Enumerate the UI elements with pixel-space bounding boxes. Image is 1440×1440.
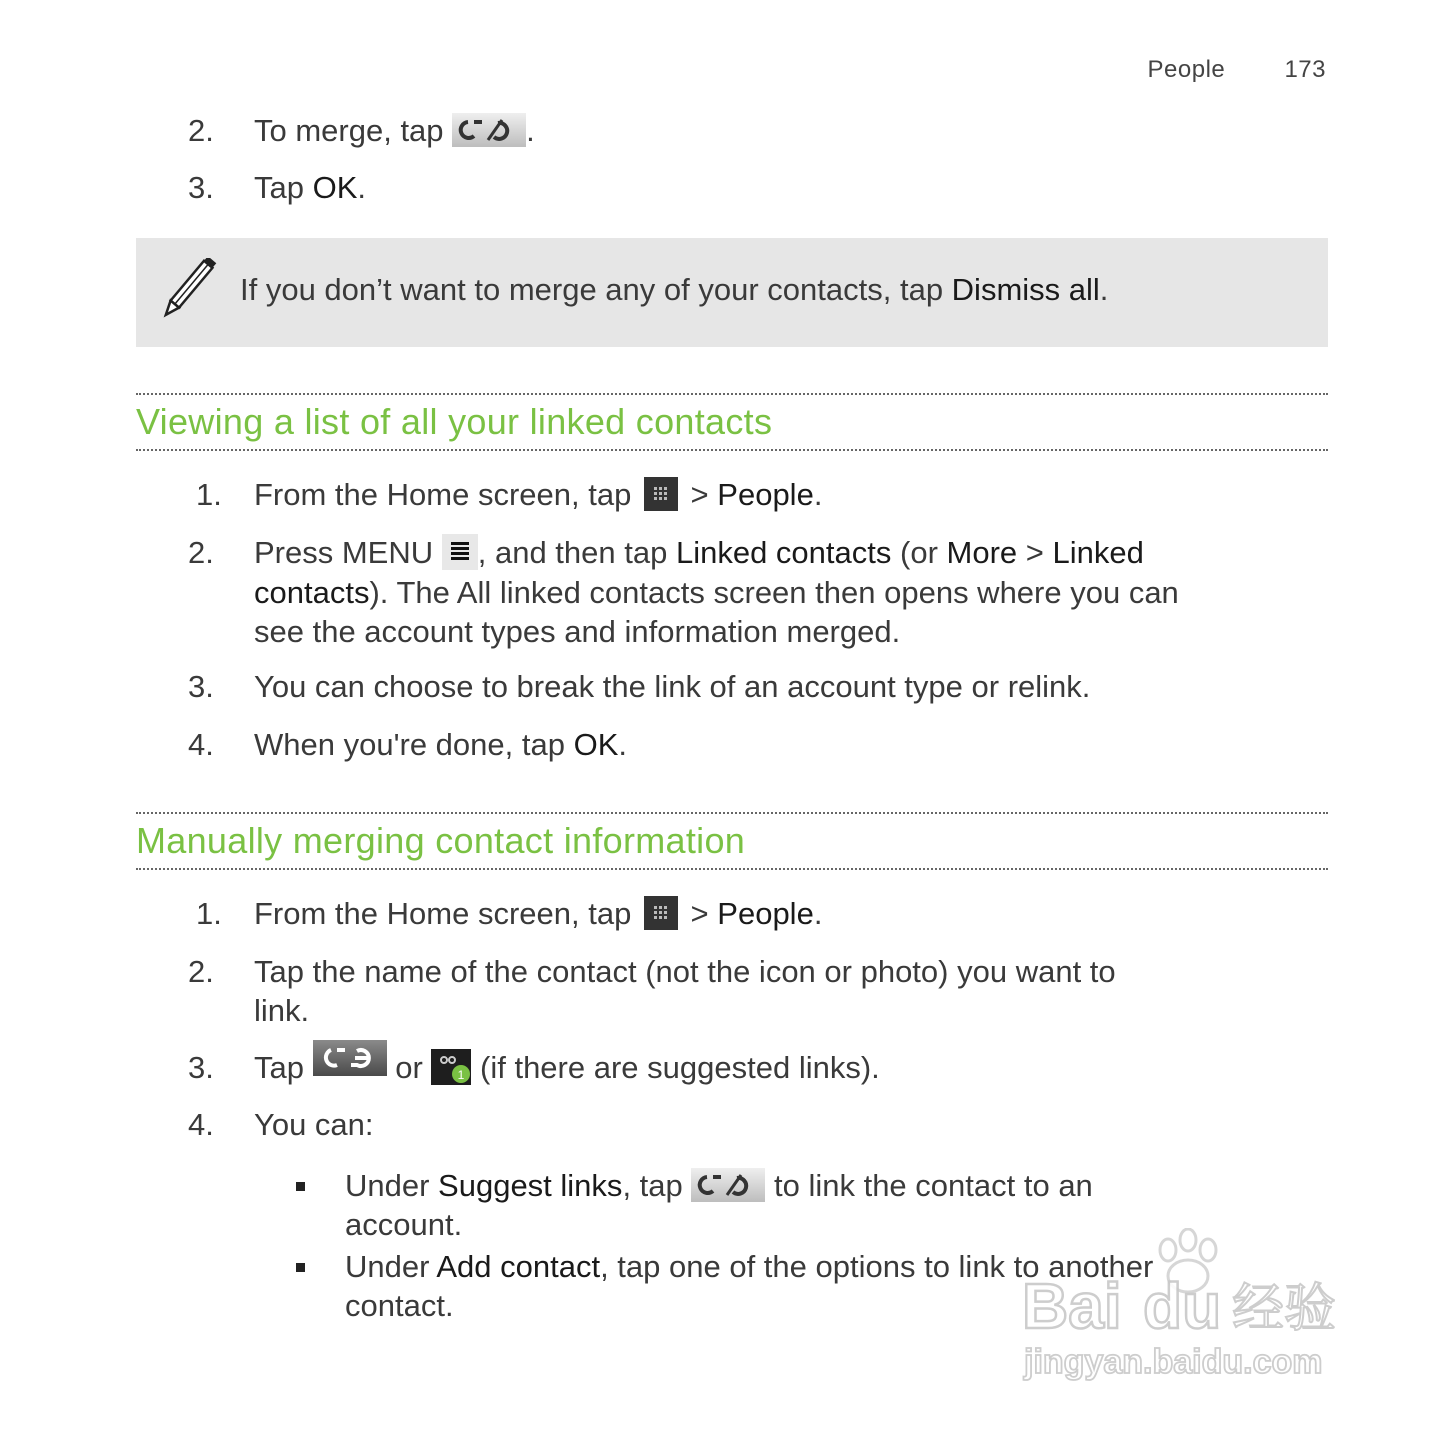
all-apps-icon <box>644 896 678 930</box>
link-icon <box>313 1040 387 1076</box>
step-number: 2. <box>188 113 214 148</box>
page-number: 173 <box>1284 56 1326 83</box>
step-number: 1. <box>196 896 222 931</box>
section-title: Viewing a list of all your linked contacts <box>136 401 773 442</box>
page-header <box>1148 56 1326 84</box>
svg-text:Bai: Bai <box>1022 1270 1122 1342</box>
ok-label: OK <box>312 170 358 205</box>
suggested-links-icon <box>431 1049 471 1085</box>
step-number: 3. <box>188 170 214 205</box>
link-merge-icon <box>691 1168 765 1202</box>
section-heading-linked-contacts <box>136 393 1328 451</box>
link-merge-icon <box>452 113 526 147</box>
step-number: 3. <box>188 669 214 704</box>
bullet-marker <box>296 1182 305 1191</box>
header-section-name: People <box>1147 56 1226 83</box>
svg-text:du: du <box>1143 1270 1222 1342</box>
svg-text:jingyan.baidu.com: jingyan.baidu.com <box>1024 1343 1323 1381</box>
menu-icon <box>442 534 478 570</box>
section-title: Manually merging contact information <box>136 820 746 861</box>
step-number: 1. <box>196 477 222 512</box>
svg-text:经验: 经验 <box>1232 1279 1337 1339</box>
section-heading-manual-merge <box>136 812 1328 870</box>
note-text: If you don’t want to merge any of your contacts, tap Dismiss all. <box>240 272 1109 307</box>
note-box <box>136 238 1328 347</box>
step-number: 2. <box>188 535 214 570</box>
pencil-note-icon <box>154 258 218 322</box>
all-apps-icon <box>644 477 678 511</box>
step-number: 3. <box>188 1050 214 1085</box>
step-number: 2. <box>188 954 214 989</box>
step-text: To merge, tap <box>254 113 453 148</box>
svg-text:1: 1 <box>458 1067 465 1082</box>
step-number: 4. <box>188 727 214 762</box>
step-number: 4. <box>188 1107 214 1142</box>
bullet-marker <box>296 1263 305 1272</box>
dismiss-all-label: Dismiss all <box>951 272 1100 307</box>
baidu-jingyan-watermark <box>1018 1228 1358 1388</box>
